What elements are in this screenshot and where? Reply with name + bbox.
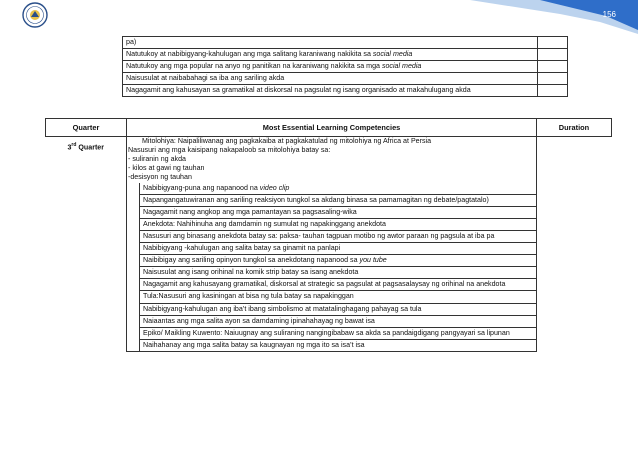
competency-label: Naibibigay ang sariling opinyon tungkol sa anekdotang napanood sa (143, 256, 360, 265)
competency-label: Natutukoy ang mga popular na anyo ng panitikan na karaniwang nakikita sa mga (126, 62, 382, 71)
list-item (140, 304, 536, 316)
competency-emphasis: social media (372, 50, 413, 59)
analysis-intro: Nasusuri ang mga kaisipang nakapaloob sa mitolohiya batay sa: (128, 146, 331, 155)
analysis-bullets (128, 155, 535, 182)
competency-text (123, 37, 538, 49)
list-item (140, 243, 536, 255)
table-row (123, 85, 568, 97)
quarter-header: Quarter (46, 119, 127, 137)
competency-label: Napangangatuwiranan ang sariling reaksiyon tungkol sa akdang binasa sa pamamagitan ng debate/pagtatalo) (143, 195, 489, 204)
quarter-number: 3 (67, 143, 72, 152)
competency-text (123, 49, 538, 61)
quarter-suffix: rd (71, 142, 77, 149)
quarter-word: Quarter (76, 143, 105, 152)
list-item (140, 340, 536, 351)
quarter-cell (46, 137, 127, 352)
duration-cell (538, 85, 568, 97)
competency-label: Nagagamit ang kahusayang gramatikal, diskorsal at strategic sa pagsulat at pagsasalaysay ng orihinal na anekdota (143, 280, 506, 289)
competency-label: Naihahanay ang mga salita batay sa kaugnayan ng mga ito sa isa’t isa (143, 340, 365, 349)
page-header (0, 0, 638, 38)
competency-label: Naisusulat ang isang orihinal na komik strip batay sa isang anekdota (143, 268, 359, 277)
competencies-cell (127, 137, 537, 352)
deped-seal-logo (22, 2, 48, 28)
first-competency: Mitolohiya: Naipaliliwanag ang pagkakaiba at pagkakatulad ng mitolohiya ng Africa at Persia (142, 137, 432, 146)
list-item (140, 219, 536, 231)
competency-text (123, 85, 538, 97)
table-row (123, 73, 568, 85)
table-row (123, 49, 568, 61)
competency-table-main (45, 118, 612, 352)
list-item (140, 291, 536, 303)
table-row (123, 37, 568, 49)
competency-label: pa) (126, 38, 137, 46)
competency-emphasis: video clip (259, 183, 290, 192)
competency-label: Natutukoy at nabibigyang-kahulugan ang mga salitang karaniwang nakikita sa (126, 50, 373, 59)
duration-cell (538, 61, 568, 73)
competency-text (123, 61, 538, 73)
competency-emphasis: social media (381, 62, 422, 71)
list-item (140, 279, 536, 291)
competency-label: Epiko/ Maikling Kuwento: Naiuugnay ang suliraning nangingibabaw sa akda sa pandaigdigang pangyayari sa lipunan (143, 328, 510, 337)
bullet-item: -desisyon ng tauhan (128, 173, 192, 182)
duration-cell (538, 73, 568, 85)
competency-text (123, 73, 538, 85)
analysis-block (127, 146, 536, 182)
header-banner-graphic (0, 0, 638, 38)
bullet-item: - kilos at gawi ng tauhan (128, 164, 205, 173)
duration-cell (538, 37, 568, 49)
competency-label: Tula:Nasusuri ang kasiningan at bisa ng tula batay sa napakinggan (143, 292, 354, 301)
competency-label: Naisusulat at naibabahagi sa iba ang sariling akda (126, 74, 285, 83)
list-item (140, 183, 536, 195)
competency-label: Nabibigyang -kahulugan ang salita batay sa ginamit na panlapi (143, 244, 341, 253)
duration-cell (537, 137, 612, 352)
competency-label: Anekdota: Nahihinuha ang damdamin ng sumulat ng napakinggang anekdota (143, 219, 386, 228)
competency-list (139, 183, 536, 351)
competency-emphasis: you tube (359, 256, 387, 265)
list-item (140, 195, 536, 207)
competency-table-continued (122, 36, 568, 97)
competency-label: Nagagamit ang kahusayan sa gramatikal at diskorsal na pagsulat ng isang organisado at makahulugang akda (126, 86, 471, 95)
duration-cell (538, 49, 568, 61)
competency-label: Nasusuri ang binasang anekdota batay sa: paksa- tauhan tagpuan motibo ng awtor paraan ng pagsula at iba pa (143, 231, 495, 240)
competency-label: Nabibigyang-puna ang napanood na (143, 183, 260, 192)
competency-label: Nabibigyang-kahulugan ang iba’t ibang simbolismo at matatalinghagang pahayag sa tula (143, 304, 422, 313)
list-item (140, 231, 536, 243)
list-item (140, 328, 536, 340)
table-header-row (46, 119, 612, 137)
list-item (140, 255, 536, 267)
list-item (140, 267, 536, 279)
page-number: 156 (602, 10, 616, 19)
table-row (123, 61, 568, 73)
bullet-item: - suliranin ng akda (128, 155, 186, 164)
list-item (140, 316, 536, 328)
list-item (140, 207, 536, 219)
quarter-row (46, 137, 612, 352)
competency-label: Naiaantas ang mga salita ayon sa damdaming ipinahahayag ng bawat isa (143, 316, 375, 325)
competencies-header: Most Essential Learning Competencies (127, 119, 537, 137)
competency-label: Nagagamit nang angkop ang mga pamantayan sa pagsasaling-wika (143, 207, 357, 216)
duration-header: Duration (537, 119, 612, 137)
